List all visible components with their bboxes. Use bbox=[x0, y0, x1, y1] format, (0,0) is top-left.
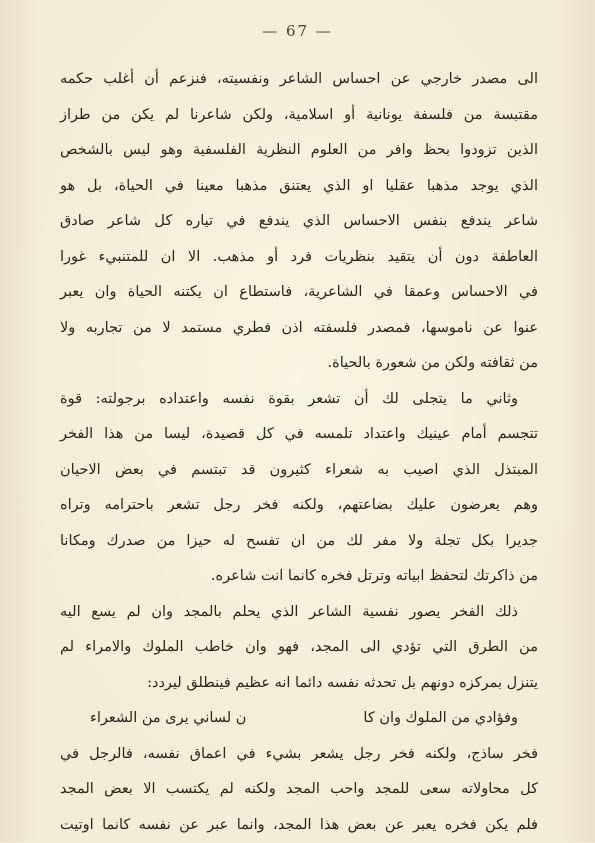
text-line: عنوا عن ناموسها، فمصدر فلسفته اذن فطري مستمد لا من تجاربه ولا bbox=[60, 311, 538, 347]
text-line: الذي يوجد مذهبا عقليا او الذي يعتنق مذهبا معينا في الحياة، بل هو bbox=[60, 169, 538, 205]
poetry-verse bbox=[60, 701, 538, 737]
text-line: في الاحساس وعمقا في الشاعرية، فاستطاع ان يكتنه الحياة وان يعبر bbox=[60, 275, 538, 311]
text-line: العاطفة دون أن يتقيد بنظريات فرد أو مذهب. الا ان للمتنبيء غورا bbox=[60, 240, 538, 276]
text-line: ذلك الفخر يصور نفسية الشاعر الذي يحلم بالمجد وان لم يسع اليه bbox=[60, 595, 538, 631]
text-line: وهم يعرضون عليك بضاعتهم، ولكنه فخر رجل تشعر باحترامه وتراه bbox=[60, 488, 538, 524]
text-line: فلم يكن فخره يعبر عن بعض هذا المجد، وانما عبر عن نفسه كانما اوتيت bbox=[60, 808, 538, 843]
page-number: — 67 — bbox=[0, 22, 595, 40]
text-line: فخر ساذج، ولكنه فخر رجل يشعر بشيء في اعماق نفسه، فالرجل في bbox=[60, 737, 538, 773]
verse-first-hemistich: وفؤادي من الملوك وان كا bbox=[363, 701, 518, 737]
paragraph-3 bbox=[60, 595, 538, 702]
text-line: يتنزل بمركزه دونهم بل تحدثه نفسه دائما انه عظيم فينطلق ليردد: bbox=[60, 666, 538, 702]
paragraph-1 bbox=[60, 62, 538, 382]
body-text bbox=[60, 62, 538, 843]
text-line: تتجسم أمام عينيك واعتداد تلمسه في كل قصيدة، ليسا من هذا الفخر bbox=[60, 417, 538, 453]
text-line: مقتبسة من فلسفة يونانية أو اسلامية، ولكن شاعرنا لم يكن من طراز bbox=[60, 98, 538, 134]
paragraph-4 bbox=[60, 737, 538, 843]
paragraph-2 bbox=[60, 382, 538, 595]
text-line: المبتذل الذي اصيب به شعراء كثيرون قد تبتسم في بعض الاحيان bbox=[60, 453, 538, 489]
text-line: الى مصدر خارجي عن احساس الشاعر ونفسيته، فنزعم أن أغلب حكمه bbox=[60, 62, 538, 98]
text-line: الذين تزودوا بحظ وافر من العلوم النظرية الفلسفية وهو ليس بالشخص bbox=[60, 133, 538, 169]
verse-second-hemistich: ن لساني يرى من الشعراء bbox=[90, 701, 246, 737]
text-line: وثاني ما يتجلى لك أن تشعر بقوة نفسه واعتداده برجولته: قوة bbox=[60, 382, 538, 418]
text-line: شاعر يندفع بنفس الاحساس الذي يندفع في تياره كل شاعر صادق bbox=[60, 204, 538, 240]
text-line: كل محاولاته سعى للمجد واحب المجد ولكنه لم يكتسب الا بعض المجد bbox=[60, 772, 538, 808]
text-line: جديرا بكل تجلة ولا مفر لك من ان تفسح له حيزا من صدرك ومكانا bbox=[60, 524, 538, 560]
text-line: من ثقافته ولكن من شعورة بالحياة. bbox=[60, 346, 538, 382]
text-line: من الطرق التي تؤدي الى المجد، فهو وان خاطب الملوك والامراء لم bbox=[60, 630, 538, 666]
text-line: من ذاكرتك لتحفظ ابياته وترتل فخره كانما انت شاعره. bbox=[60, 559, 538, 595]
